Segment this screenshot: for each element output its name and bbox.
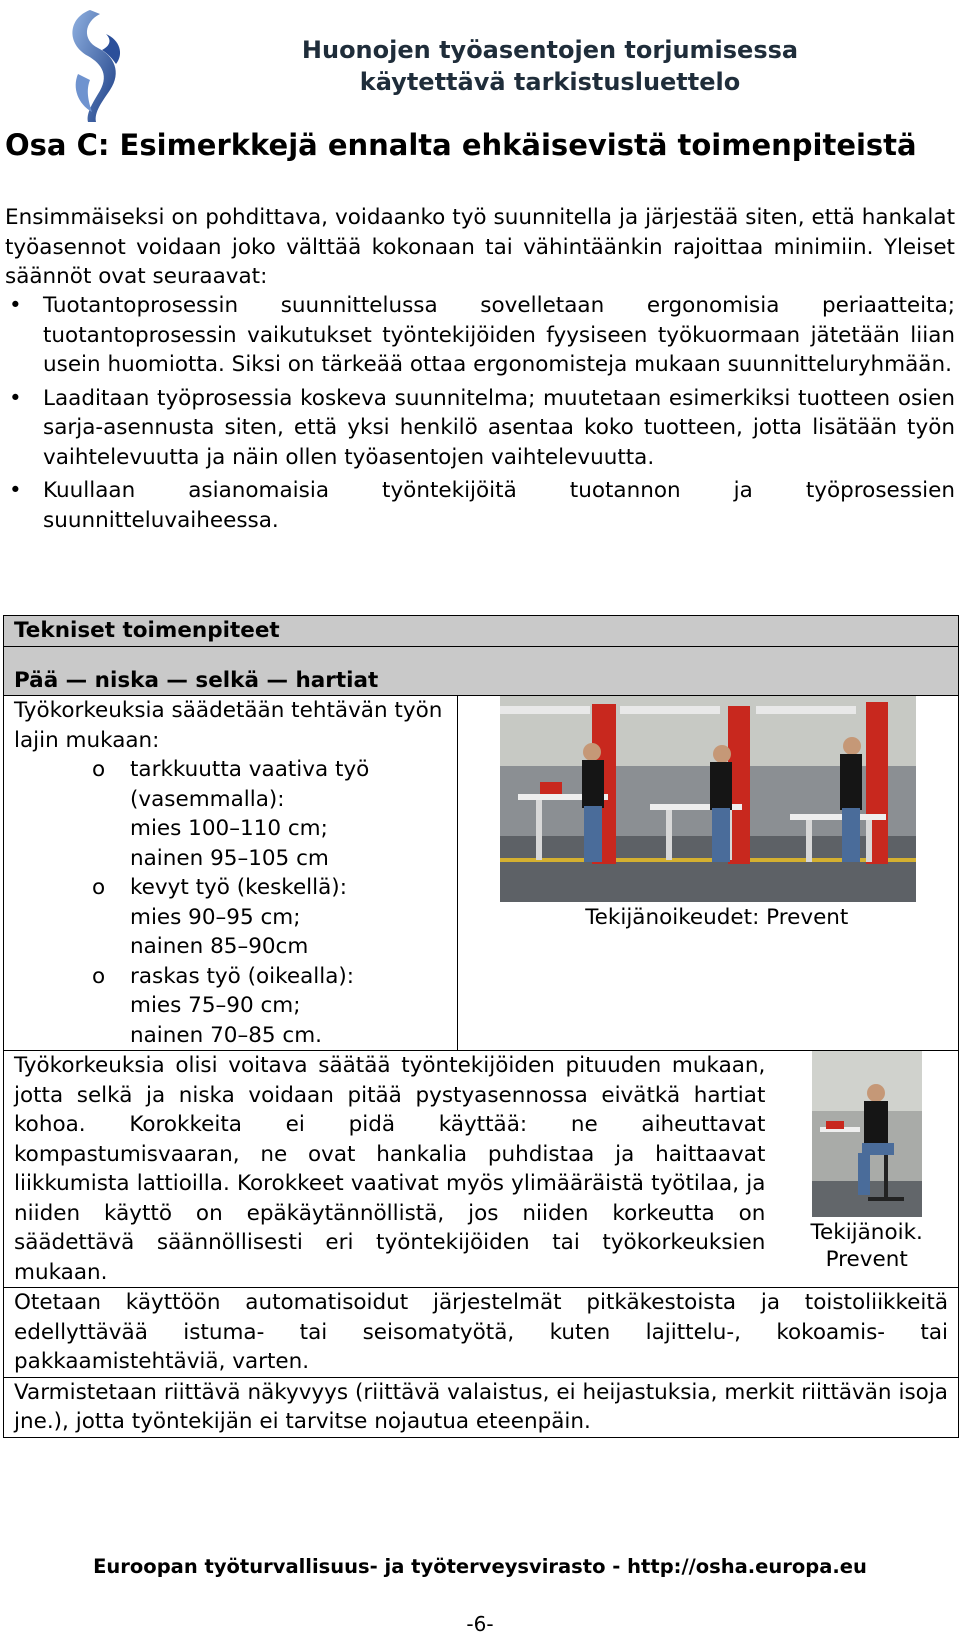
table-subheading: Pää — niska — selkä — hartiat [4,647,959,696]
osha-logo [58,4,138,126]
list-item [5,291,955,380]
table-heading: Tekniset toimenpiteet [4,616,959,647]
bullet-icon: • [9,293,22,318]
work-height-photo [500,696,916,902]
work-height-cell [4,696,458,1051]
photo-cell [457,696,958,1051]
list-item-label: kevyt työ (keskellä): [130,875,347,900]
list-item-text: Tuotantoprosessin suunnittelussa sovelletaan ergonomisia periaatteita; tuotantoprosessin vaikutukset työntekijöiden fyysiseen työkuormaan jätetään liian usein huomiotta. Siksi on tärkeää ottaa ergonomisteja mukaan suunnitteluryhmään. [43,293,955,377]
table-row [4,1288,959,1378]
bullet-icon: • [9,478,22,503]
table-row [4,1051,959,1288]
list-item-male: mies 90–95 cm; [130,904,301,930]
document-title-line2: käytettävä tarkistusluettelo [359,68,741,96]
list-item [14,873,447,962]
list-item [14,755,447,873]
measures-table [3,615,959,1438]
list-item-text: Laaditaan työprosessia koskeva suunnitelma; muutetaan esimerkiksi tuotteen osien sarja-asennusta siten, että yksi henkilö asentaa koko tuotteen, jotta lisätään työn vaihtelevuutta ja näin ollen työasentojen vaihtelevuutta. [43,385,955,470]
intro-paragraph: Ensimmäiseksi on pohdittava, voidaanko työ suunnitella ja järjestää siten, että hankalat työasennot voidaan joko välttää kokonaan tai vähintäänkin rajoittaa minimiin. Yleiset säännöt ovat seuraavat: [5,205,955,289]
table-row [4,1377,959,1437]
bullet-icon: • [9,385,22,411]
section-heading: Osa C: Esimerkkejä ennalta ehkäisevistä toimenpiteistä [5,128,917,162]
circle-bullet-icon: o [92,757,106,782]
page-number: -6- [466,1612,494,1636]
stool-photo-caption [781,1219,952,1273]
table-row [4,696,959,1051]
work-height-list [14,755,447,1050]
list-item-text: Kuullaan asianomaisia työntekijöitä tuotannon ja työprosessien suunnitteluvaiheessa. [43,478,955,533]
work-height-adjust-cell: Työkorkeuksia olisi voitava säätää työntekijöiden pituuden mukaan, jotta selkä ja niska voidaan pitää pystyasennossa eivätkä hartiat kohoa. Korokkeita ei pidä käyttää: ne aiheuttavat kompastumisvaaran, ne ovat hankalia puhdistaa ja haittaavat liikkumista lattioilla. Korokkeet vaativat myös ylimääräistä työtilaa, ja niiden käyttö on epäkäytännöllistä, jos niiden korkeutta on säädettävä säännöllisesti eri työntekijöiden tai työkorkeuksien mukaan. [4,1051,776,1288]
stool-caption-line2: Prevent [825,1247,908,1272]
list-item [14,962,447,1051]
list-item-female: nainen 85–90cm [130,934,309,959]
document-title [200,34,900,98]
table-row [4,647,959,696]
list-item-male: mies 75–90 cm; [130,993,301,1018]
list-item-male: mies 100–110 cm; [130,816,328,841]
list-item-female: nainen 70–85 cm. [130,1022,322,1048]
work-height-intro: Työkorkeuksia säädetään tehtävän työn lajin mukaan: [14,698,443,753]
list-item-label: tarkkuutta vaativa työ (vasemmalla): [130,757,370,812]
list-item [5,384,955,473]
footer: Euroopan työturvallisuus- ja työterveysvirasto - http://osha.europa.eu [93,1555,867,1578]
rules-list [5,291,955,539]
stool-photo [812,1051,922,1217]
stool-caption-line1: Tekijänoik. [810,1220,923,1245]
list-item-label: raskas työ (oikealla): [130,963,354,989]
list-item-female: nainen 95–105 cm [130,845,329,871]
stool-photo-cell [775,1051,958,1288]
table-row [4,616,959,647]
visibility-cell: Varmistetaan riittävä näkyvyys (riittävä valaistus, ei heijastuksia, merkit riittävän isoja jne.), jotta työntekijän ei tarvitse nojautua eteenpäin. [4,1377,959,1437]
circle-bullet-icon: o [92,875,106,900]
list-item [5,476,955,535]
document-title-line1: Huonojen työasentojen torjumisessa [301,36,799,64]
photo-caption: Tekijänoikeudet: Prevent [585,905,849,930]
automation-cell: Otetaan käyttöön automatisoidut järjestelmät pitkäkestoista ja toistoliikkeitä edellyttävää istuma- tai seisomatyötä, kuten lajittelu-, kokoamis- tai pakkaamistehtäviä, varten. [4,1288,959,1378]
circle-bullet-icon: o [92,963,106,989]
